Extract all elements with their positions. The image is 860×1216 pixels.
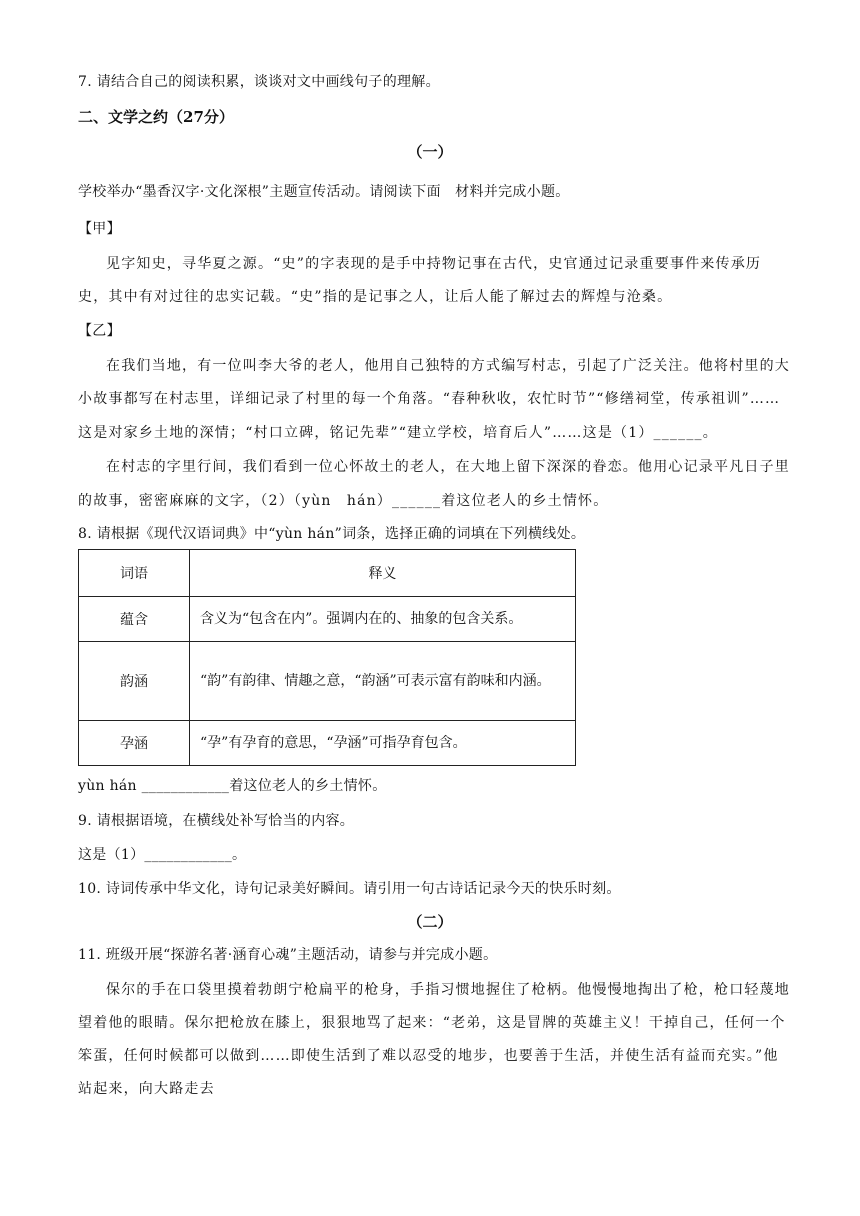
part-2-title: （二） (407, 913, 453, 931)
yi-p2-line-2: 的故事，密密麻麻的文字，（2）（yùn hán）______着这位老人的乡土情怀。 (78, 493, 609, 509)
passage-line-1: 保尔的手在口袋里摸着勃朗宁枪扁平的枪身，手指习惯地握住了枪柄。他慢慢地掏出了枪，枪口轻蔑地 (106, 982, 790, 998)
header-word: 词语 (79, 550, 190, 597)
jia-line-1: 见字知史，寻华夏之源。“史”的字表现的是手中持物记事在古代，史官通过记录重要事件来传承历 (106, 256, 762, 272)
table-cell-word: 韵涵 (79, 642, 190, 721)
table-row (79, 721, 576, 766)
yi-p1-line-1: 在我们当地，有一位叫李大爷的老人，他用自己独特的方式编写村志，引起了广泛关注。他将村里的大 (106, 358, 790, 374)
question-9: 9. 请根据语境，在横线处补写恰当的内容。 (78, 813, 355, 829)
question-8: 8. 请根据《现代汉语词典》中“yùn hán”词条，选择正确的词填在下列横线处。 (78, 526, 586, 542)
table-cell-word: 孕涵 (79, 721, 190, 766)
table-cell-def: “韵”有韵律、情趣之意，“韵涵”可表示富有韵味和内涵。 (190, 642, 576, 721)
table-header-row (79, 550, 576, 597)
table-cell-word: 蕴含 (79, 597, 190, 642)
vocab-table (78, 549, 576, 766)
jia-label: 【甲】 (78, 221, 121, 237)
section-2-title: 二、文学之约（27分） (78, 108, 234, 126)
yi-label: 【乙】 (78, 323, 121, 339)
passage-line-4: 站起来，向大路走去 (78, 1081, 215, 1097)
passage-line-2: 望着他的眼睛。保尔把枪放在膝上，狠狠地骂了起来：“老弟，这是冒牌的英雄主义！干掉自己，任何一个 (78, 1015, 786, 1031)
table-row (79, 642, 576, 721)
yi-p1-line-2: 小故事都写在村志里，详细记录了村里的每一个角落。“春种秋收，农忙时节”“修缮祠堂，传承祖训”…… (78, 391, 781, 407)
question-11: 11. 班级开展“探游名著·涵育心魂”主题活动，请参与并完成小题。 (78, 947, 498, 963)
intro-text: 学校举办“墨香汉字·文化深根”主题宣传活动。请阅读下面 材料并完成小题。 (78, 184, 570, 200)
question-9-answer: 这是（1）____________。 (78, 847, 247, 863)
table-cell-def: 含义为“包含在内”。强调内在的、抽象的包含关系。 (190, 597, 576, 642)
question-8-answer: yùn hán ____________着这位老人的乡土情怀。 (78, 778, 387, 794)
yi-p2-line-1: 在村志的字里行间，我们看到一位心怀故土的老人，在大地上留下深深的眷恋。他用心记录平凡日子里 (106, 459, 790, 475)
jia-line-2: 史，其中有对过往的忠实记载。“史”指的是记事之人，让后人能了解过去的辉煌与沧桑。 (78, 289, 673, 305)
table-row (79, 597, 576, 642)
header-def: 释义 (190, 550, 576, 597)
question-10: 10. 诗词传承中华文化，诗句记录美好瞬间。请引用一句古诗话记录今天的快乐时刻。 (78, 881, 621, 897)
table-cell-def: “孕”有孕育的意思，“孕涵”可指孕育包含。 (190, 721, 576, 766)
yi-p1-line-3: 这是对家乡土地的深情；“村口立碑，铭记先辈”“建立学校，培育后人”……这是（1）______。 (78, 425, 718, 441)
question-7: 7. 请结合自己的阅读积累，谈谈对文中画线句子的理解。 (78, 74, 440, 90)
part-1-title: （一） (407, 143, 453, 161)
passage-line-3: 笨蛋，任何时候都可以做到……即使生活到了难以忍受的地步，也要善于生活，并使生活有益而充实。”他 (78, 1048, 779, 1064)
